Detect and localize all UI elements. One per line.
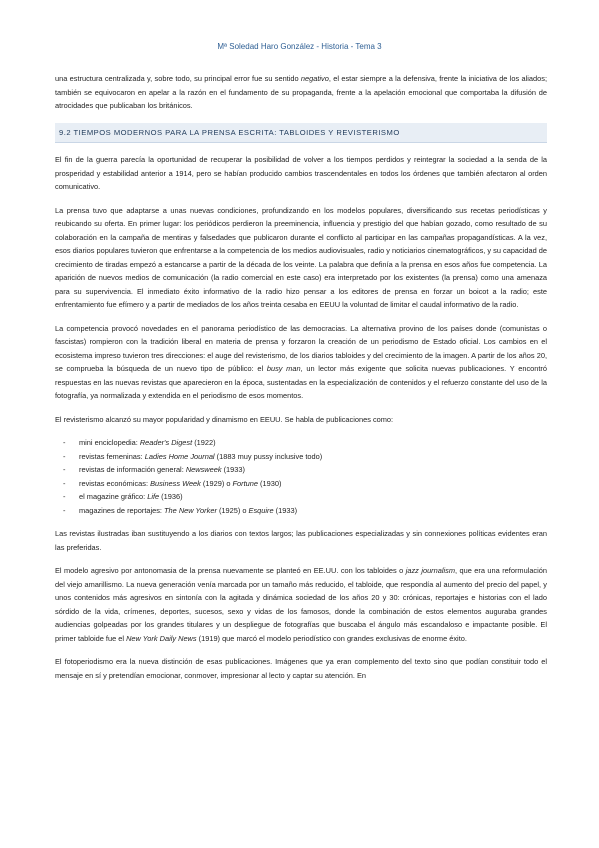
intro-emphasis: negativo [300,74,329,83]
publication-title: Life [147,492,160,501]
publication-title: The New Yorker [164,505,217,515]
list-item [55,436,547,450]
list-item-year: (1883 muy pussy inclusive todo) [214,451,323,461]
paragraph-7-text-b: , que era una reformulación del viejo amarillismo. La nueva generación venía marcada por un tamaño más reducido, el tabloide, que respondía al aumento del precio del papel, y unos contenidos más agresivos en sintonía con la agitada y dinámica sociedad de los años 20 y 30: crónicas, reportajes e historias con el lado sórdido de la vida, crímenes, deportes, sucesos, sexo y vidas de los famosos, donde la combinación de estos elementos auguraba grandes audiencias golpeadas por los grandes titulares y un despliegue de fotografías que buscaba el ángulo más escandaloso e impactante posible. El primer tabloide fue el [55,566,547,643]
paragraph-7-text-a: El modelo agresivo por antonomasia de la prensa nuevamente se planteó en EE.UU. con los tabloides o [55,566,406,575]
list-dash: - [63,478,66,488]
list-item-year: (1925) o [216,505,249,515]
list-dash: - [63,451,66,461]
section-heading: 9.2 TIEMPOS MODERNOS PARA LA PRENSA ESCRITA: TABLOIDES Y REVISTERISMO [55,123,547,144]
intro-text-2: , el estar siempre a la defensiva, frente la iniciativa de los aliados; también se equivocaron en apelar a la razón en el fundamento de su propaganda, frente a la apelación emocional que comportaba la difusión de atrocidades que publicaban los británicos. [55,74,547,110]
list-dash: - [63,465,66,474]
paragraph-6: Las revistas ilustradas iban sustituyendo a los diarios con textos largos; las publicaciones especializadas y sin connexiones políticas evidentes eran las preferidas. [55,529,547,552]
list-item [55,504,547,518]
list-item-year: (1933) [221,465,245,474]
list-item-year: (1936) [159,492,183,501]
paragraph-7 [55,564,547,645]
paragraph-4 [55,322,547,403]
jazz-journalism-term: jazz journalism [405,566,455,575]
list-item-label: magazines de reportajes: [79,505,165,515]
list-item-label: revistas femeninas: [79,451,145,461]
document-body [55,72,547,692]
publication-title: Newsweek [185,465,222,474]
publication-title-2: Fortune [232,478,258,488]
paragraph-4-text-b: , un lector más exigente que solicita nuevas publicaciones. Y encontró respuestas en las nuevas revistas que aparecieron en la época, sustentadas en la especialización de contenidos y el refuerzo constante del uso de la fotografía, ya normalizada y extendida en el periodismo de esos momentos. [55,364,548,400]
page-header: Mª Soledad Haro González - Historia - Tema 3 [217,42,382,51]
paragraph-4-text-a: La competencia provocó novedades en el panorama periodístico de las democracias. La alternativa provino de los países donde (comunistas o fascistas) rompieron con la tradición liberal en materia de prensa y forzaron la creación de un periodismo de Estado oficial. Los cambios en el ecosistema impreso tuvieron tres direcciones: el auge del revisterismo, de los diarios tabloides y del crecimiento de la imagen. A partir de los años 20, se comprueba la búsqueda de un nuevo tipo de público: el [55,323,547,373]
list-dash: - [63,492,66,501]
publication-title: Ladies Home Journal [144,451,215,461]
list-item-label: el magazine gráfico: [79,492,148,501]
paragraph-2: El fin de la guerra parecía la oportunidad de recuperar la posibilidad de volver a los tiempos perdidos y reintegrar la sociedad a la senda de la prosperidad y estabilidad anterior a 1914, pero se habían producido cambios trascendentales en todos los órdenes que también afectaron al orden comunicativo. [55,155,547,191]
list-item [55,450,547,464]
list-item-year: (1922) [192,438,216,447]
publications-list [55,436,547,517]
paragraph-7-text-c: (1919) que marcó el modelo periodístico con grandes exclusivas de enorme éxito. [196,633,467,643]
list-item-year-2: (1930) [258,478,282,488]
paragraph-8: El fotoperiodismo era la nueva distinción de esas publicaciones. Imágenes que ya eran complemento del texto sino que podían constituir todo el mensaje en sí y pretendían emocionar, conmover, impresionar al lecto y captar su atención. En [55,657,547,680]
list-item-label: revistas de información general: [79,465,186,474]
publication-title-2: Esquire [248,505,274,515]
newspaper-title: New York Daily News [126,633,197,643]
paragraph-5: El revisterismo alcanzó su mayor popularidad y dinamismo en EEUU. Se habla de publicaciones como: [55,414,394,424]
list-dash: - [63,438,66,447]
list-dash: - [63,505,66,515]
list-item-label: revistas económicas: [79,478,151,488]
list-item-year-2: (1933) [273,505,298,515]
list-item-label: mini enciclopedia: [79,438,140,447]
list-item [55,477,547,491]
list-item [55,463,547,477]
intro-paragraph [55,72,547,113]
publication-title: Business Week [150,478,201,488]
list-item-year: (1929) o [200,478,233,488]
list-item [55,490,547,504]
busy-man-term: busy man [266,364,301,373]
paragraph-3: La prensa tuvo que adaptarse a unas nuevas condiciones, profundizando en los modelos populares, diversificando sus recetas periodísticas y reubicando su oferta. En primer lugar: los periódicos perdieron la preeminencia, influencia y prestigio del que habían gozado, como resultado de su colaboración en la campaña de mentiras y falsedades que publicaron durante el conflicto al participar en las campañas propagandísticas. A la vez, esos diarios populares tuvieron que enfrentarse a la competencia de los medios audiovisuales, radio y noticiarios cinematográficos, y su capacidad de crecimiento de tiradas empezó a estancarse a partir de la década de los veinte. La palabra que definía a la prensa en esos años fue competencia. La aparición de nuevos medios de comunicación (la radio comercial en este caso) era interpretado por los existentes (la prensa) como una amenaza para su supervivencia. El inmediato éxito informativo de la radio hizo pensar a los editores de prensa en forzar un boicot a la radio; este enfrentamiento fue efímero y a partir de mediados de los años treinta cesaba en EEUU la voluntad de limitar el caudal informativo de la radio. [55,205,547,309]
publication-title: Reader's Digest [139,438,193,447]
intro-text-1: una estructura centralizada y, sobre todo, su principal error fue su sentido [55,74,301,83]
